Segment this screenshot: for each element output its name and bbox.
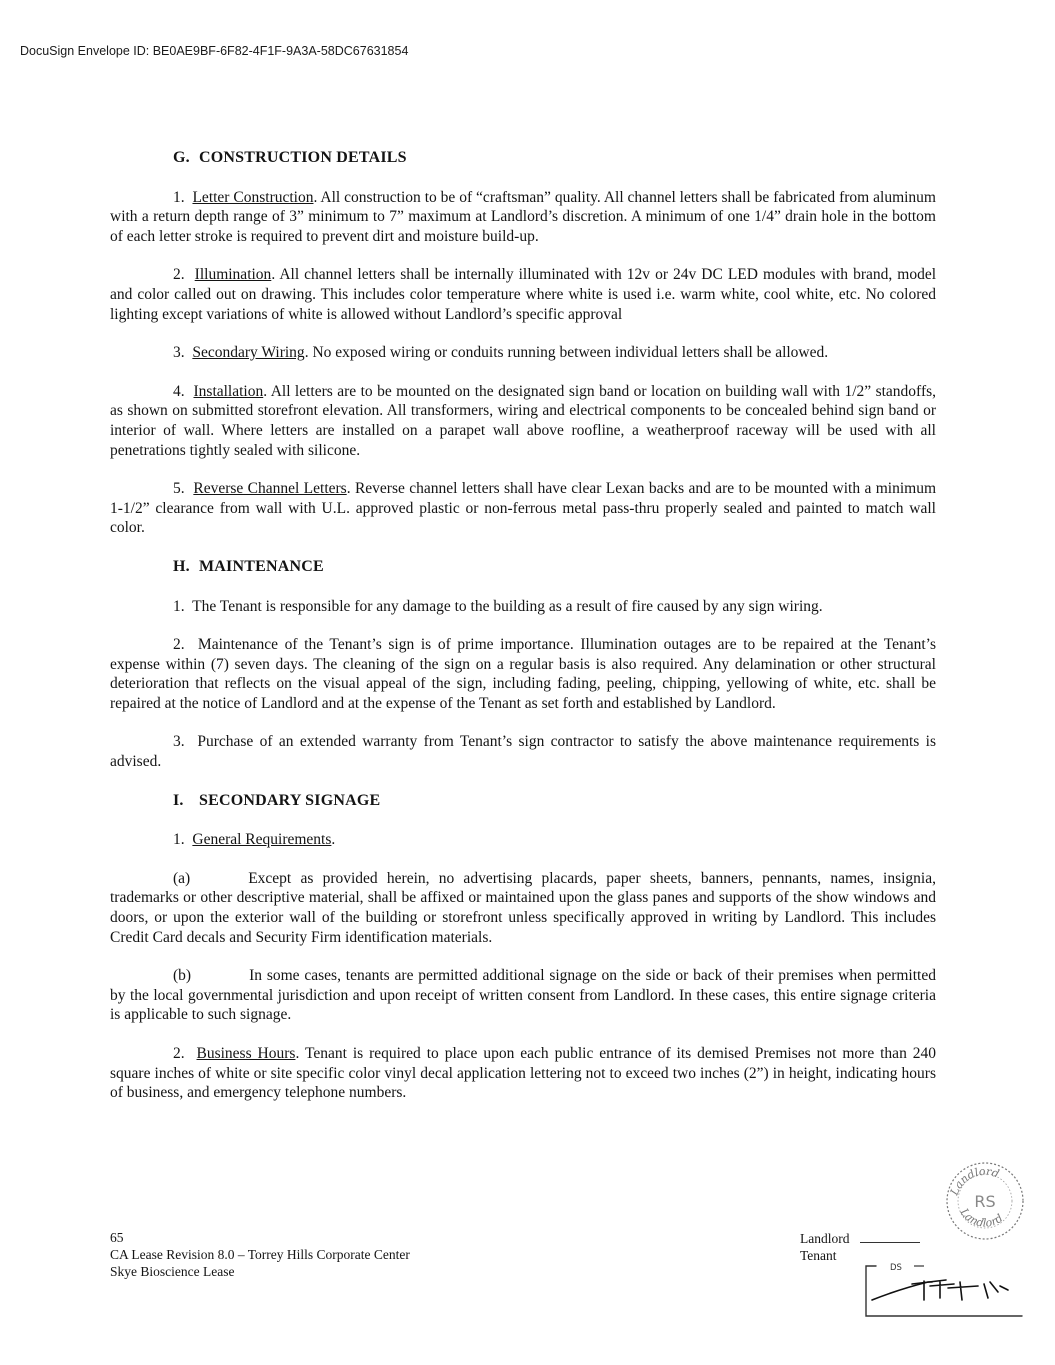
item-number: 1. (173, 597, 185, 615)
section-g-heading (110, 148, 936, 168)
section-title: SECONDARY SIGNAGE (199, 791, 381, 809)
item-number: 2. (173, 636, 185, 654)
paragraph-g2 (110, 265, 936, 324)
footer-initials (800, 1230, 920, 1264)
stamp-graphic (944, 1160, 1026, 1242)
stamp-initials: RS (974, 1192, 996, 1211)
item-heading: General Requirements (192, 831, 332, 849)
paragraph-h1 (110, 597, 936, 617)
lease-name: Skye Bioscience Lease (110, 1264, 235, 1279)
item-heading: Installation (193, 382, 264, 400)
landlord-initial-stamp (944, 1160, 1026, 1247)
item-text: . All channel letters shall be internally illuminated with 12v or 24v DC LED modules with brand, model and color called out on drawing. This includes color temperature where white is used i.e. warm white, cool white, etc. No colored lighting except variations of white is allowed without Landlord’s specific approval (110, 266, 937, 323)
stamp-word-bottom: Landlord (957, 1205, 1006, 1230)
item-text: . Tenant is required to place upon each public entrance of its demised Premises not more than 240 square inches of white or site specific color vinyl decal application lettering not to exceed two inches (2”) in height, indicating hours of business, and emergency telephone numbers. (110, 1045, 936, 1102)
paragraph-g4 (110, 382, 936, 460)
document-body (110, 148, 936, 1103)
item-number: 1. (173, 831, 185, 849)
item-heading: Business Hours (196, 1045, 296, 1062)
paragraph-i1 (110, 830, 936, 850)
landlord-initial-row (800, 1230, 920, 1247)
item-number: 5. (173, 480, 185, 498)
docusign-envelope-id: DocuSign Envelope ID: BE0AE9BF-6F82-4F1F-9A3A-58DC67631854 (20, 44, 409, 58)
item-text: Maintenance of the Tenant’s sign is of prime importance. Illumination outages are to be repaired at the Tenant’s expense within (7) seven days. The cleaning of the sign on a regular basis is also required. Any delamination or other structural deterioration that reflects on the visual appeal of the sign, including fading, peeling, chipping, yellowing of white, etc. shall be repaired at the notice of Landlord and at the expense of the Tenant as set forth and established by Landlord. (110, 636, 936, 712)
item-heading: Reverse Channel Letters (193, 480, 347, 498)
item-number: 3. (173, 733, 185, 751)
item-text: . Reverse channel letters shall have clear Lexan backs and are to be mounted with a minimum 1-1/2” clearance from wall with U.L. approved plastic or non-ferrous metal pass-thru properly sealed and painted to match wall color. (110, 480, 936, 537)
tenant-label: Tenant (800, 1248, 837, 1263)
paragraph-h2 (110, 635, 936, 713)
item-number: 3. (173, 344, 185, 362)
sub-label: (b) (173, 967, 192, 985)
item-number: 2. (173, 266, 185, 284)
item-text: . All letters are to be mounted on the designated sign band or location on building wall with 1/2” standoffs, as shown on submitted storefront elevation. All transformers, wiring and electrical components to be concealed behind sign band or interior of wall. Where letters are installed on a parapet wall above roofline, a weatherproof raceway will be used with all penetrations tightly sealed with silicone. (110, 382, 937, 459)
section-h-heading (110, 557, 936, 577)
landlord-initial-line (860, 1242, 920, 1243)
ds-mark: DS (890, 1263, 902, 1273)
item-number: 4. (173, 382, 185, 400)
lease-revision: CA Lease Revision 8.0 – Torrey Hills Corporate Center (110, 1247, 410, 1262)
section-letter: G. (173, 149, 190, 166)
sub-label: (a) (173, 869, 191, 887)
item-heading: Secondary Wiring (192, 344, 305, 362)
item-text: . No exposed wiring or conduits running between individual letters shall be allowed. (304, 344, 829, 362)
paragraph-i1b (110, 966, 936, 1025)
item-text: The Tenant is responsible for any damage to the building as a result of fire caused by any sign wiring. (192, 597, 823, 615)
footer-left (110, 1229, 410, 1280)
item-text: Purchase of an extended warranty from Tenant’s sign contractor to satisfy the above maintenance requirements is advised. (110, 733, 937, 771)
section-title: MAINTENANCE (199, 557, 324, 575)
paragraph-h3 (110, 732, 936, 771)
item-heading: Illumination (194, 266, 272, 284)
section-letter: H. (173, 557, 190, 575)
paragraph-g5 (110, 479, 936, 538)
item-text: In some cases, tenants are permitted additional signage on the side or back of their premises when permitted by the local governmental jurisdiction and upon receipt of written consent from Landlord. In these cases, this entire signage criteria is applicable to such signage. (110, 967, 936, 1024)
stamp-word-top: Landlord (947, 1164, 1001, 1198)
item-number: 1. (173, 188, 185, 206)
item-tail: . (331, 831, 336, 849)
landlord-label: Landlord (800, 1231, 850, 1246)
section-letter: I. (173, 791, 184, 809)
item-number: 2. (173, 1045, 185, 1062)
paragraph-i2 (110, 1044, 936, 1103)
paragraph-g3 (110, 343, 936, 363)
signature-graphic (862, 1262, 1027, 1322)
item-heading: Letter Construction (192, 188, 314, 206)
item-text: Except as provided herein, no advertising placards, paper sheets, banners, pennants, names, insignia, trademarks or other descriptive material, shall be affixed or maintained upon the glass panes and supports of the show windows and doors, or upon the exterior wall of the building or storefront unless specifically approved in writing by Landlord. This includes Credit Card decals and Security Firm identification materials. (110, 869, 936, 946)
page-number: 65 (110, 1230, 124, 1245)
section-i-heading (110, 791, 936, 811)
paragraph-i1a (110, 869, 936, 947)
tenant-signature-box (862, 1262, 1027, 1327)
section-title: CONSTRUCTION DETAILS (199, 149, 407, 166)
paragraph-g1 (110, 188, 936, 247)
item-text: . All construction to be of “craftsman” quality. All channel letters shall be fabricated from aluminum with a return depth range of 3” minimum to 7” maximum at Landlord’s discretion. A minimum of one 1/4” drain hole in the bottom of each letter stroke is required to prevent dirt and moisture build-up. (110, 188, 936, 245)
